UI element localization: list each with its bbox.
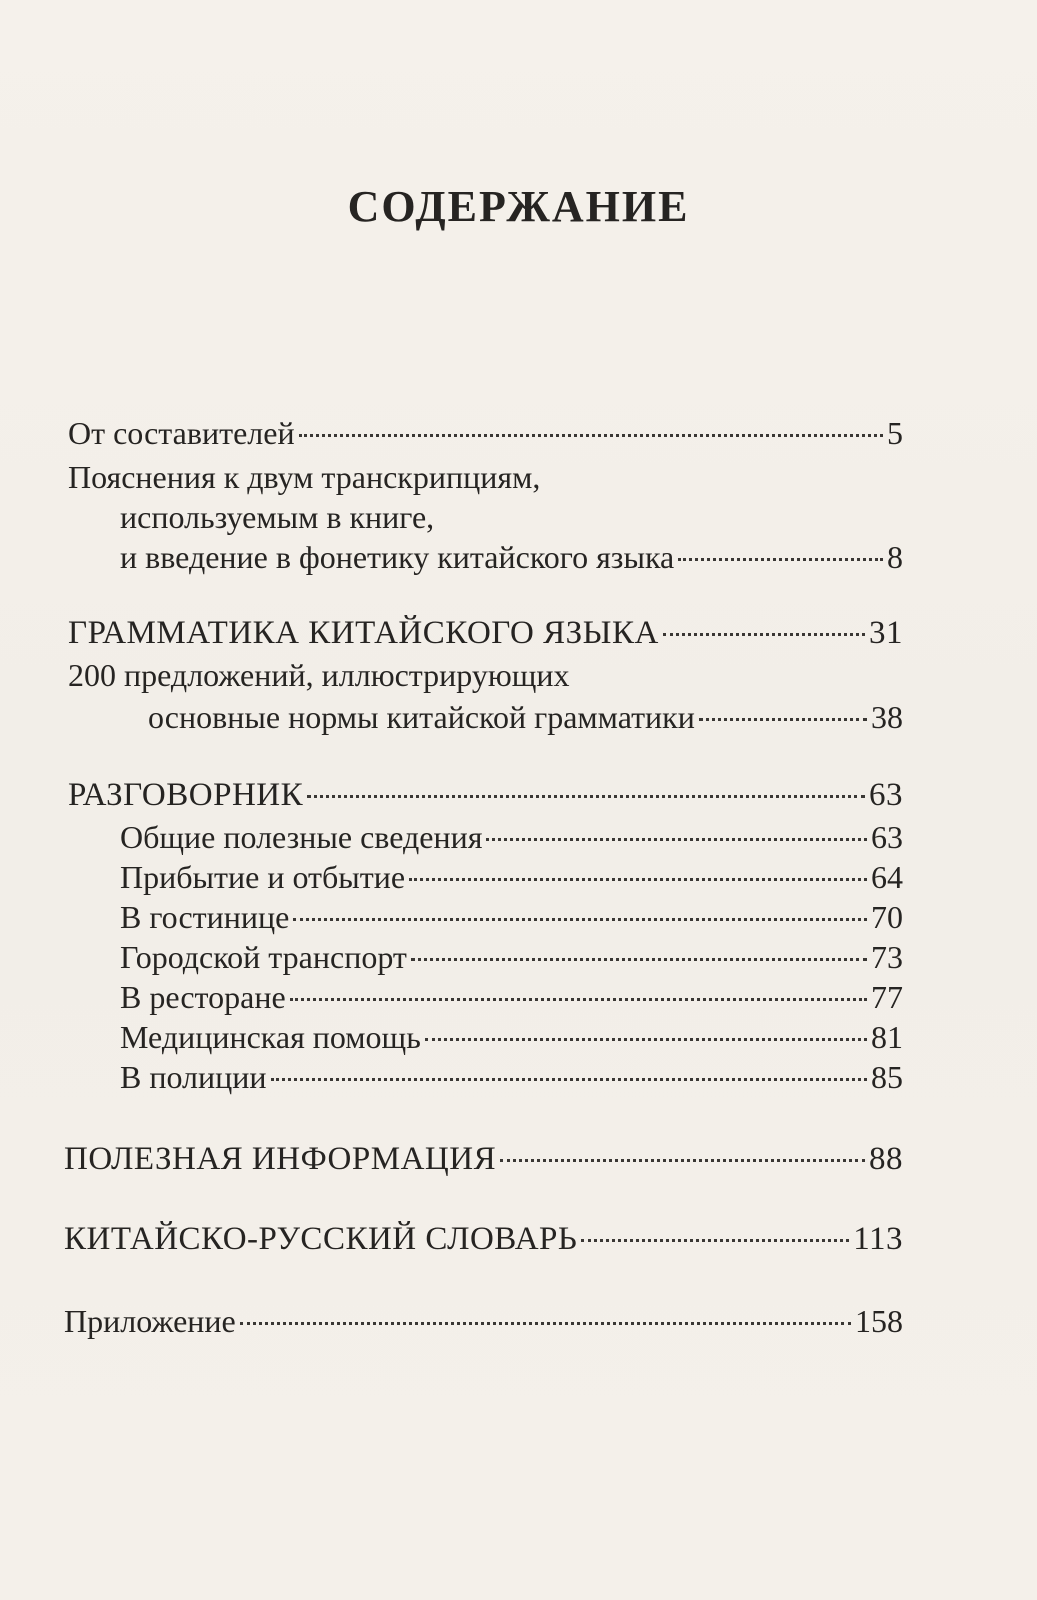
toc-entry-200-sentences (148, 696, 903, 738)
dot-leader (486, 838, 867, 841)
toc-entry-page: 113 (853, 1221, 903, 1257)
toc-entry-line: 200 предложений, иллюстрирующих (68, 657, 570, 693)
toc-entry-label: РАЗГОВОРНИК (68, 777, 304, 813)
dot-leader (663, 633, 865, 636)
toc-entry-label: Прибытие и отбытие (120, 859, 406, 895)
toc-entry-page: 85 (871, 1059, 903, 1095)
dot-leader (240, 1322, 851, 1325)
dot-leader (678, 558, 883, 561)
toc-entry-page: 63 (869, 777, 903, 813)
toc-entry-page: 31 (869, 615, 903, 651)
toc-entry-label: Приложение (64, 1303, 236, 1339)
toc-entry-label: Городской транспорт (120, 939, 407, 975)
toc-entry-label: КИТАЙСКО-РУССКИЙ СЛОВАРЬ (64, 1221, 578, 1257)
toc-entry-line: Пояснения к двум транскрипциям, (68, 459, 541, 495)
toc-entry-phrasebook (68, 774, 903, 816)
toc-entry-page: 158 (855, 1303, 903, 1339)
toc-entry-label: и введение в фонетику китайского языка (120, 539, 675, 575)
toc-entry-label: В ресторане (120, 979, 286, 1015)
dot-leader (307, 795, 865, 798)
dot-leader (699, 718, 867, 721)
toc-subentry (120, 936, 903, 978)
toc-entry-line: используемым в книге, (120, 499, 435, 535)
dot-leader (581, 1239, 849, 1242)
toc-subentry (120, 1056, 903, 1098)
toc-subentry (120, 856, 903, 898)
toc-entry-page: 73 (871, 939, 903, 975)
toc-entry-page: 64 (871, 859, 903, 895)
dot-leader (271, 1078, 867, 1081)
toc-entry-label: ПОЛЕЗНАЯ ИНФОРМАЦИЯ (64, 1141, 497, 1177)
dot-leader (299, 434, 883, 437)
toc-entry-page: 81 (871, 1019, 903, 1055)
toc-entry-page: 88 (869, 1141, 903, 1177)
dot-leader (290, 998, 867, 1001)
dot-leader (425, 1038, 867, 1041)
toc-subentry (120, 896, 903, 938)
toc-entry-page: 38 (871, 699, 903, 735)
toc-entry-dictionary (64, 1218, 903, 1260)
toc-entry-label: основные нормы китайской грамматики (148, 699, 695, 735)
toc-entry-label: В гостинице (120, 899, 290, 935)
dot-leader (411, 958, 867, 961)
toc-subentry (120, 976, 903, 1018)
toc-entry-label: От составителей (68, 415, 295, 451)
dot-leader (409, 878, 867, 881)
toc-entry-useful-info (64, 1138, 903, 1180)
toc-entry-page: 70 (871, 899, 903, 935)
toc-entry-page: 77 (871, 979, 903, 1015)
toc-subentry (120, 1016, 903, 1058)
toc-entry-page: 8 (887, 539, 903, 575)
page-title: СОДЕРЖАНИЕ (347, 182, 690, 231)
toc-entry-page: 63 (871, 819, 903, 855)
dot-leader (500, 1159, 865, 1162)
toc-entry-page: 5 (887, 415, 903, 451)
toc-entry-appendix (64, 1300, 903, 1342)
dot-leader (293, 918, 867, 921)
toc-entry-label: В полиции (120, 1059, 267, 1095)
toc-entry-label: ГРАММАТИКА КИТАЙСКОГО ЯЗЫКА (68, 615, 659, 651)
toc-entry-grammar (68, 612, 903, 654)
toc-subentry (120, 816, 903, 858)
toc-entry-label: Общие полезные сведения (120, 819, 483, 855)
toc-entry-label: Медицинская помощь (120, 1019, 421, 1055)
toc-entry-from-compilers (68, 412, 903, 454)
toc-entry-phonetics (120, 536, 903, 578)
